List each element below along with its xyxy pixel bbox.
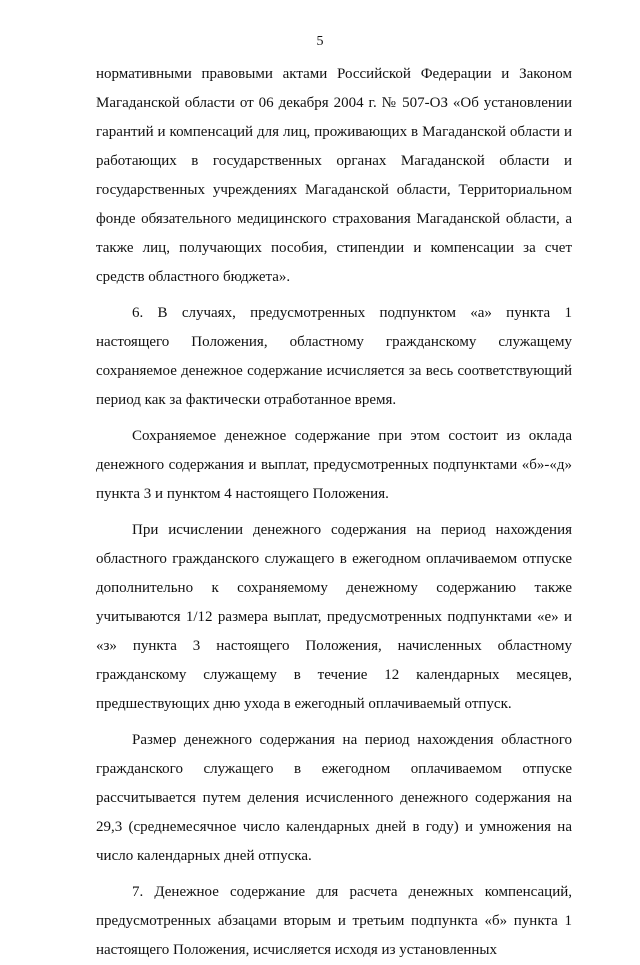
paragraph-gap bbox=[96, 415, 572, 422]
paragraph-continuation: нормативными правовыми актами Российской Федерации и Законом Магаданской области от 06 декабря 2004 г. № 507-ОЗ «Об установлении гарантий и компенсаций для лиц, проживающих в Магаданской области и работающих в государственных органах Магаданской области и государственных учреждениях Магаданской области, Территориальном фонде обязательного медицинского страхования Магаданской области, а также лиц, получающих пособия, стипендии и компенсации за счет средств областного бюджета». bbox=[96, 66, 572, 285]
paragraph-vacation-amount: Размер денежного содержания на период нахождения областного гражданского служащего в ежегодном оплачиваемом отпуске рассчитывается путем деления исчисленного денежного содержания на 29,3 (среднемесячное число календарных дней в году) и умножения на число календарных дней отпуска. bbox=[96, 732, 572, 864]
paragraph-preserved-salary: Сохраняемое денежное содержание при этом состоит из оклада денежного содержания и выплат, предусмотренных подпунктами «б»-«д» пункта 3 и пунктом 4 настоящего Положения. bbox=[96, 428, 572, 502]
paragraph-item-6: 6. В случаях, предусмотренных подпунктом «а» пункта 1 настоящего Положения, областному гражданскому служащему сохраняемое денежное содержание исчисляется за весь соответствующий период как за фактически отработанное время. bbox=[96, 305, 572, 408]
document-body bbox=[96, 60, 572, 965]
paragraph-item-7: 7. Денежное содержание для расчета денежных компенсаций, предусмотренных абзацами вторым и третьим подпункта «б» пункта 1 настоящего Положения, исчисляется исходя из установленных bbox=[96, 884, 572, 958]
paragraph-gap bbox=[96, 871, 572, 878]
paragraph-vacation-calculation: При исчислении денежного содержания на период нахождения областного гражданского служащего в ежегодном оплачиваемом отпуске дополнительно к сохраняемому денежному содержанию также учитываются 1/12 размера выплат, предусмотренных подпунктами «е» и «з» пункта 3 настоящего Положения, начисленных областному гражданскому служащему в течение 12 календарных месяцев, предшествующих дню ухода в ежегодный оплачиваемый отпуск. bbox=[96, 522, 572, 712]
paragraph-gap bbox=[96, 719, 572, 726]
page-number: 5 bbox=[316, 34, 324, 49]
paragraph-gap bbox=[96, 509, 572, 516]
paragraph-gap bbox=[96, 292, 572, 299]
